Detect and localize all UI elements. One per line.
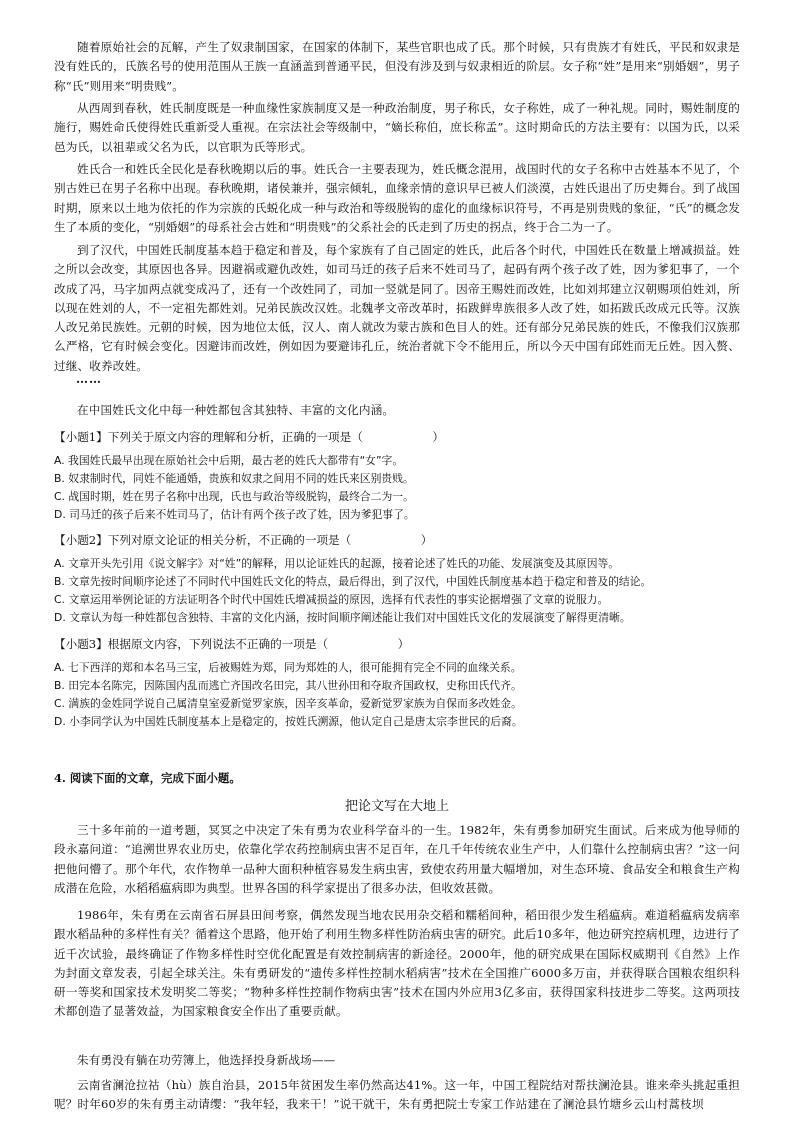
ellipsis: …… [76,372,102,386]
question-1-option-a[interactable]: A. 我国姓氏最早出现在原始社会中后期，最古老的姓氏大都带有“女”字。 [54,454,404,467]
question-2-option-d[interactable]: D. 文章认为每一种姓都包含独特、丰富的文化内涵，按时间顺序阐述能让我们对中国姓氏文化的发展演变了解得更清晰。 [54,611,631,624]
question-1-stem: 【小题1】下列关于原文内容的理解和分析，正确的一项是（ ） [54,430,444,444]
passage-paragraph: 到了汉代，中国姓氏制度基本趋于稳定和普及，每个家族有了自己固定的姓氏，此后各个时代，中国姓氏在数量上增减损益。姓之所以会改变，其原因也各异。因避祸或避仇改姓，如司马迁的孩子后来不姓司马了，起码有两个孩子改了姓，因为爹犯事了，一个改成了冯，马字加两点就变成冯了，还有一个改姓同了，司加一竖就是同了。因帝王赐姓而改姓，比如刘邦建立汉朝赐项伯姓刘，所以现在姓刘的人，不一定祖先都姓刘。兄弟民族改汉姓。北魏孝文帝改革时，拓跋鲜卑族很多人改了姓，如拓跋氏改成元氏等。汉族人改兄弟民族姓。元朝的时候，因为地位太低，汉人、南人就改为蒙古族和色目人的姓。还有部分兄弟民族的姓氏，不像我们汉族那么严格，它有时候会变化。因避讳而改姓，例如因为要避讳孔丘，统治者就下令不能用丘，所以今天中国有邱姓而无丘姓。因入赘、过继、收养改姓。 [54,243,740,373]
question-2-stem: 【小题2】下列对原文论证的相关分析，不正确的一项是（ ） [54,533,433,547]
question-1-option-d[interactable]: D. 司马迁的孩子后来不姓司马了，估计有两个孩子改了姓，因为爹犯事了。 [54,508,415,521]
passage-paragraph: 姓氏合一和姓氏全民化是春秋晚期以后的事。姓氏合一主要表现为，姓氏概念混用，战国时代的女子名称中古姓基本不见了，个别古姓已在男子名称中出现。春秋晚期，诸侯兼并，强宗倾轧，血缘亲情的意识早已被人们淡漠，古姓氏退出了历史舞台。到了战国时期，原来以土地为依托的作为宗族的氏蜕化成一种与政治和等级脱钩的虚化的血缘标识符号，不再是别贵贱的象征，“氏”的概念发生了本质的变化，“别婚姻”的母系社会古姓和“明贵贱”的父系社会的氏走到了历史的拐点，终于合二为一了。 [54,162,740,234]
article-paragraph: 1986年，朱有勇在云南省石屏县田间考察，偶然发现当地农民用杂交稻和糯稻间种，稻田很少发生稻瘟病。难道稻瘟病发病率跟水稻品种的多样性有关？循着这个思路，他开始了利用生物多样性防治病虫害的研究。此后10多年，他边研究控病机理，边进行了近千次试验，最终确证了作物多样性时空优化配置是有效控制病害的新途径。2000年，他的研究成果在国际权威期刊《自然》上作为封面文章发表，引起全球关注。朱有勇研发的“遗传多样性控制水稻病害”技术在全国推广6000多万亩，并获得联合国粮农组织科研一等奖和国家技术发明奖二等奖；“物种多样性控制作物病虫害”技术在国内外应用3亿多亩，获得国家科技进步二等奖。这两项技术都创造了显著效益，为国家粮食安全作出了重要贡献。 [54,908,740,1019]
question-3-option-b[interactable]: B. 田完本名陈完，因陈国内乱而逃亡齐国改名田完，其八世孙田和夺取齐国政权，史称田氏代齐。 [54,679,522,692]
article-paragraph: 三十多年前的一道考题，冥冥之中决定了朱有勇为农业科学奋斗的一生。1982年，朱有勇参加研究生面试。后来成为他导师的段永嘉问道：“追溯世界农业历史，依靠化学农药控制病虫害不足百年，在几千年传统农业生产中，人们靠什么控制病虫害？”这一问把他问懵了。那个年代，农作物单一品种大面积种植容易发生病虫害，致使农药用量大幅增加，对生态环境、食品安全和粮食生产构成潜在危险，水稻稻瘟病即为典型。世界各国的科学家提出了很多办法，但收效甚微。 [54,823,740,895]
article-title: 把论文写在大地上 [344,799,449,814]
question-3-option-d[interactable]: D. 小李同学认为中国姓氏制度基本上是稳定的，按姓氏溯源，他认定自己是唐太宗李世民的后裔。 [54,715,523,728]
question-1-option-b[interactable]: B. 奴隶制时代，同姓不能通婚，贵族和奴隶之间用不同的姓氏来区别贵贱。 [54,472,414,485]
question-3-option-c[interactable]: C. 满族的金姓同学说自己属清皇室爱新觉罗家族，因辛亥革命，爱新觉罗家族为自保而多改姓金。 [54,697,522,710]
passage-paragraph: 从西周到春秋，姓氏制度既是一种血缘性家族制度又是一种政治制度，男子称氏，女子称姓，成了一种礼规。同时，赐姓制度的施行，赐姓命氏使得姓氏重新受人重视。在宗法社会等级制中，“嫡长称伯，庶长称孟”。这时期命氏的方法主要有：以国为氏，以采邑为氏，以祖辈或父名为氏，以官职为氏等形式。 [54,101,740,154]
question-3-option-a[interactable]: A. 七下西洋的郑和本名马三宝，后被赐姓为郑，同为郑姓的人，很可能拥有完全不同的血缘关系。 [54,661,522,674]
article-paragraph: 云南省澜沧拉祜（hù）族自治县，2015年贫困发生率仍然高达41%。这一年，中国工程院结对帮扶澜沧县。谁来牵头挑起重担呢？时年60岁的朱有勇主动请缨：“我年轻，我来干！”说干就干，朱有勇把院士专家工作站建在了澜沧县竹塘乡云山村蒿枝坝 [54,1078,740,1112]
question-2-option-b[interactable]: B. 文章先按时间顺序论述了不同时代中国姓氏文化的特点，最后得出，到了汉代，中国姓氏制度基本趋于稳定和普及的结论。 [54,575,652,588]
passage-paragraph: 随着原始社会的瓦解，产生了奴隶制国家，在国家的体制下，某些官职也成了氏。那个时候，只有贵族才有姓氏，平民和奴隶是没有姓氏的，氏族名号的使用范围从王族一直涵盖到普通平民，但没有涉及到与奴隶相近的阶层。女子称“姓”是用来“别婚姻”，男子称“氏”则用来“明贵贱”。 [54,40,740,93]
article-paragraph: 朱有勇没有躺在功劳簿上，他选择投身新战场—— [77,1053,336,1067]
section-4-heading: 4. 阅读下面的文章，完成下面小题。 [54,771,241,785]
question-3-stem: 【小题3】根据原文内容，下列说法不正确的一项是（ ） [54,637,410,651]
question-2-option-a[interactable]: A. 文章开头先引用《说文解字》对“姓”的解释，用以论证姓氏的起源，接着论述了姓氏的功能、发展演变及其原因等。 [54,557,620,570]
question-2-option-c[interactable]: C. 文章运用举例论证的方法证明各个时代中国姓氏增减损益的原因，选择有代表性的事实论据增强了文章的说服力。 [54,593,609,606]
question-1-option-c[interactable]: C. 战国时期，姓在男子名称中出现，氏也与政治等级脱钩，最终合二为一。 [54,490,414,503]
passage-closing: 在中国姓氏文化中每一种姓都包含其独特、丰富的文化内涵。 [77,403,395,417]
